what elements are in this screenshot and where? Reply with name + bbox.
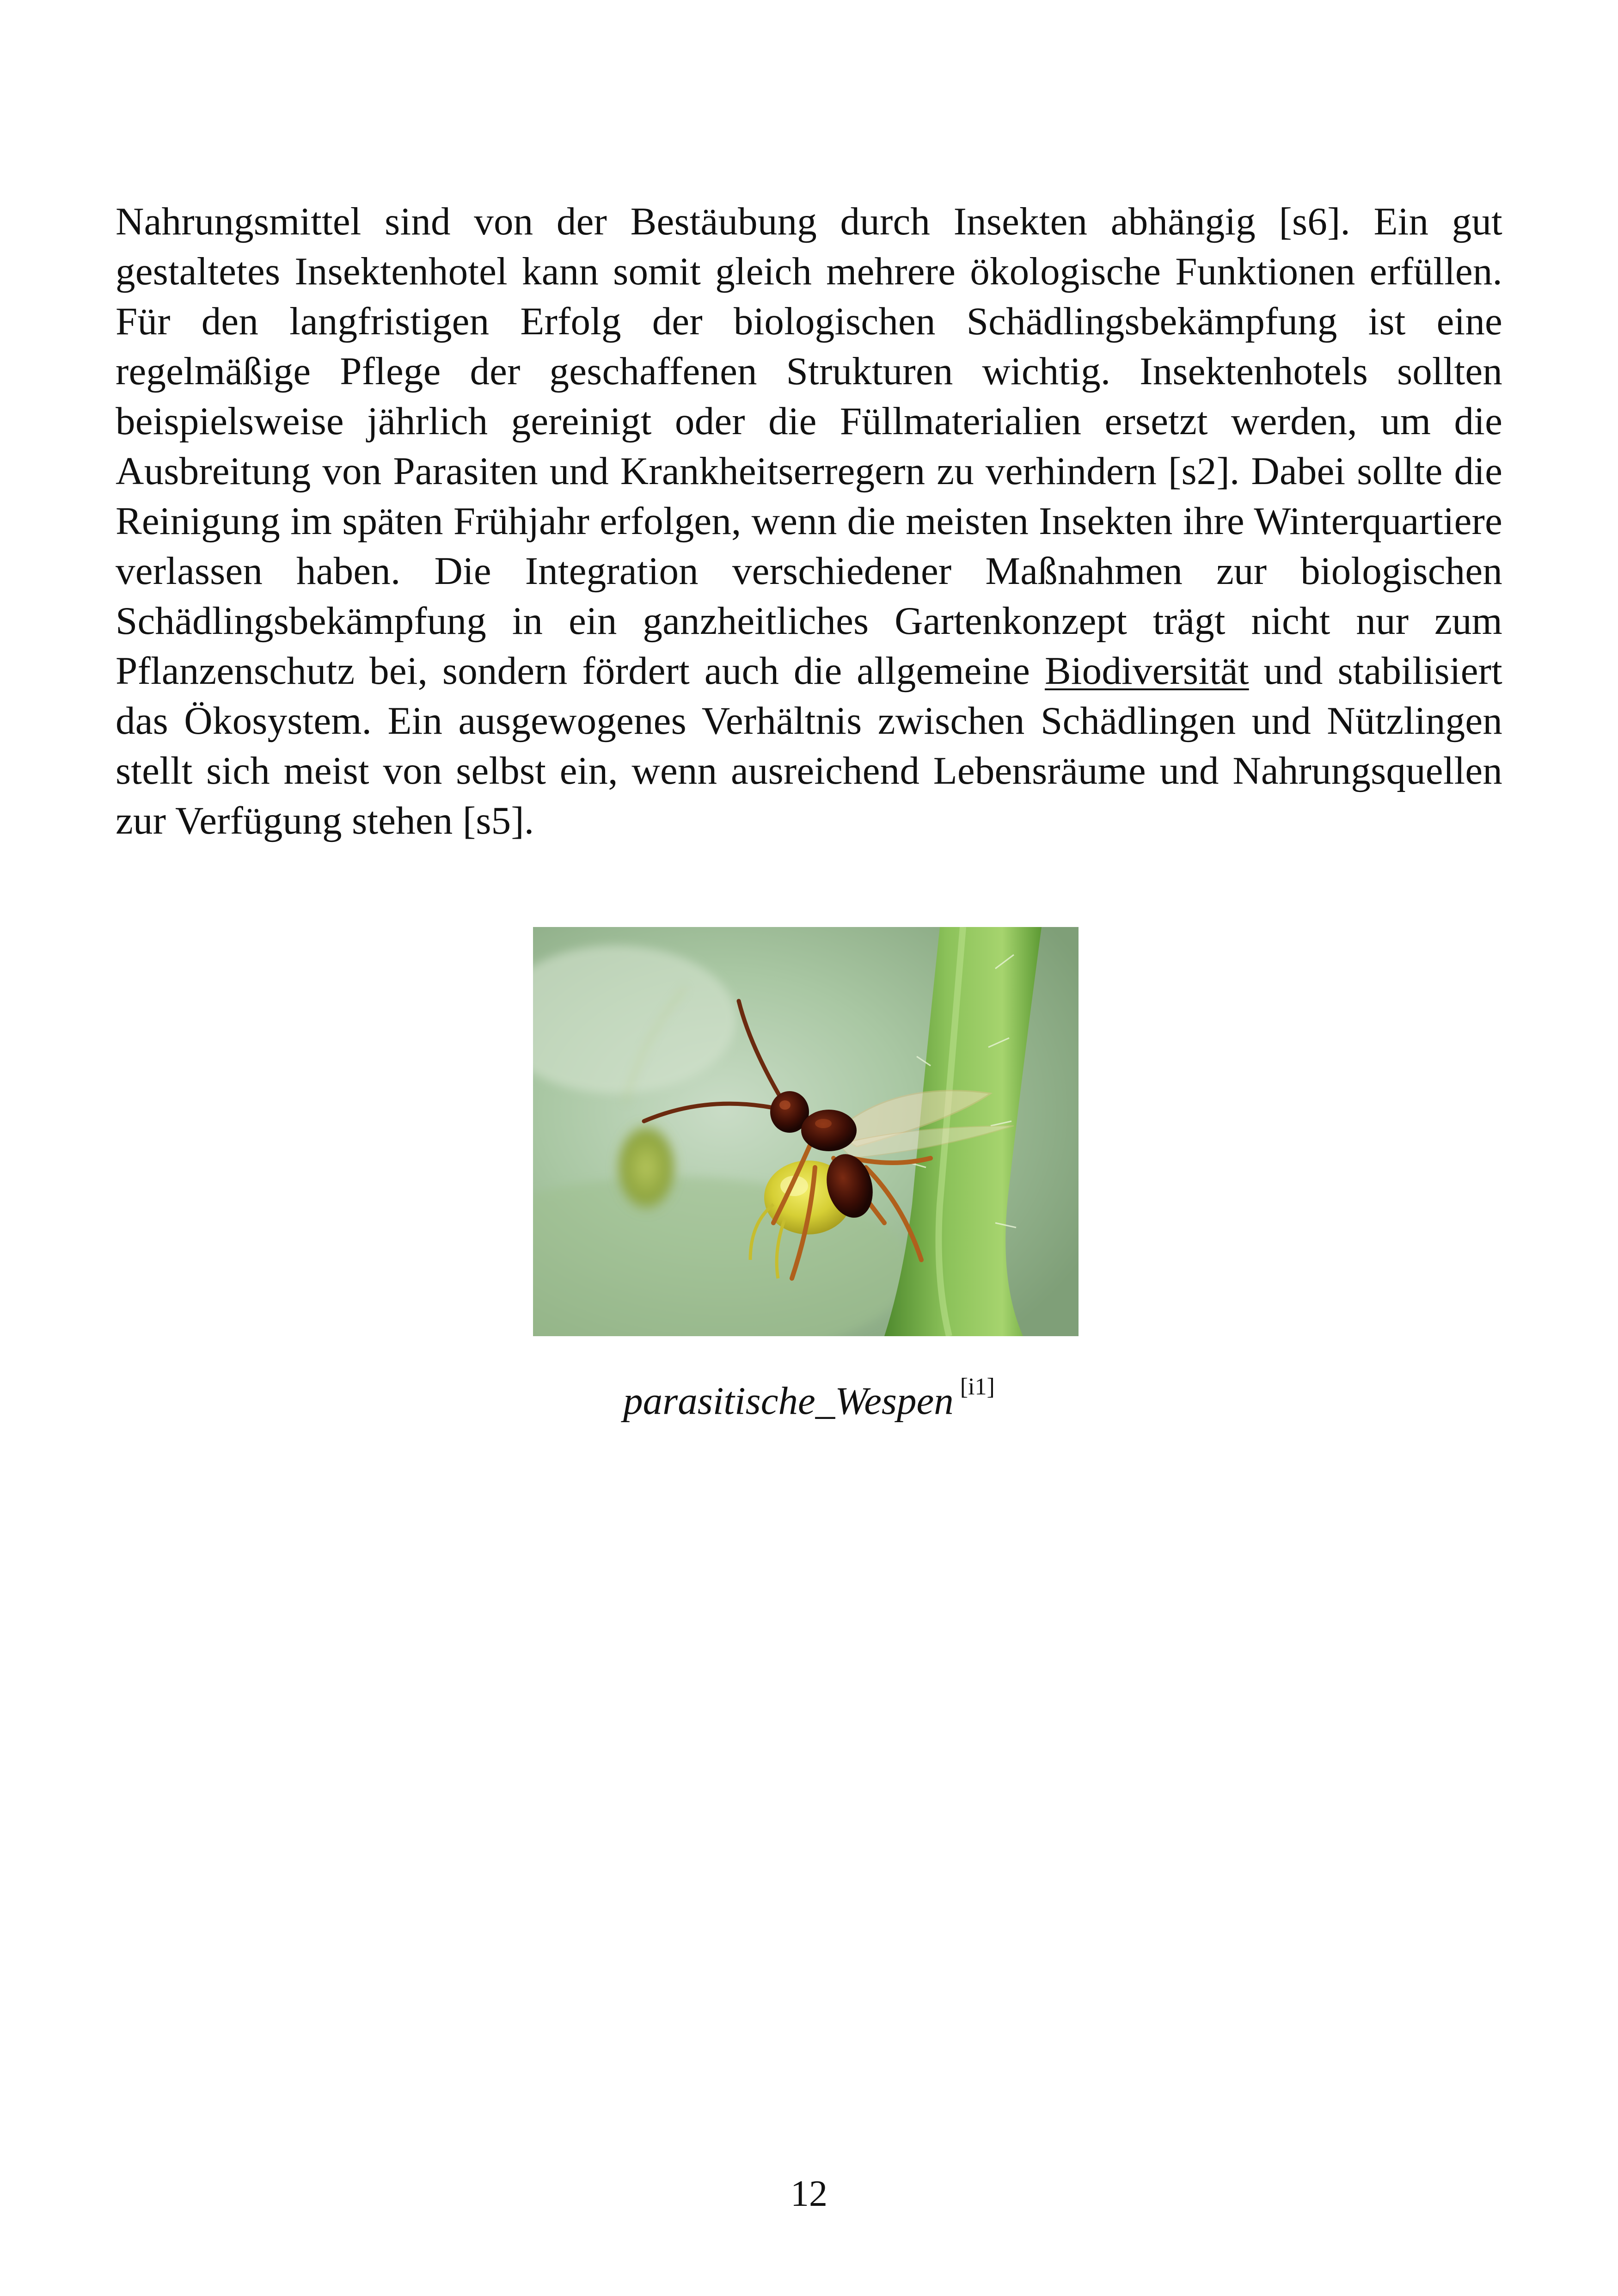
paragraph-text-start: Nahrungsmittel sind von der Bestäubung durch Insekten abhängig [s6]. Ein gut gestaltetes Insektenhotel kann somit gleich mehrere ökologische Funktionen erfüllen. Für den langfristigen Erfolg der biologischen Schädlingsbekämpfung ist eine regelmäßige Pflege der geschaffenen Strukturen wichtig. Insektenhotels sollten beispielsweise jährlich gereinigt oder die Füllmaterialien ersetzt werden, um die Ausbreitung von Parasiten und Krankheitserregern zu verhindern [s2]. Dabei sollte die Reinigung im späten Frühjahr erfolgen, wenn die meisten Insekten ihre Winterquartiere verlassen haben. Die Integration verschiedener Maßnahmen zur biologischen Schädlingsbekämpfung in ein ganzheitliches Gartenkonzept trägt nicht nur zum Pflanzenschutz bei, sondern fördert auch die allgemeine (116, 200, 1502, 693)
figure-reference: [i1] (960, 1374, 995, 1400)
biodiversity-link[interactable]: Biodiversität (1044, 649, 1249, 693)
page-number: 12 (791, 2173, 827, 2214)
figure-caption (509, 1374, 1109, 1424)
parasitic-wasp-photo (533, 927, 1079, 1336)
body-paragraph (116, 196, 1502, 846)
paragraph-text-end: und stabilisiert das Ökosystem. Ein ausgewogenes Verhältnis zwischen Schädlingen und Nützlingen stellt sich meist von selbst ein, wenn ausreichend Lebensräume und Nahrungsquellen zur Verfügung stehen [s5]. (116, 649, 1502, 842)
figure-caption-text: parasitische_Wespen (623, 1379, 954, 1423)
